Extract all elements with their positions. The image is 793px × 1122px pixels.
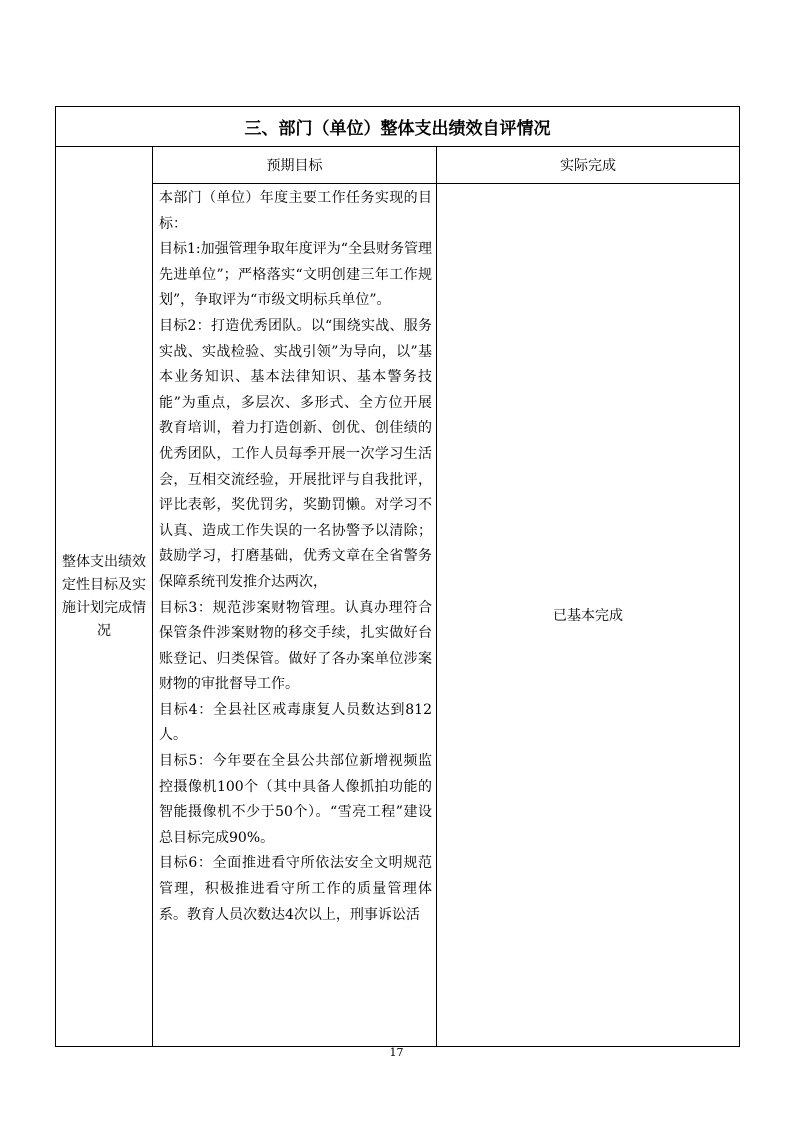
goal-3: 目标3：规范涉案财物管理。认真办理符合保管条件涉案财物的移交手续，扎实做好台账登记、归类保管。做好了各办案单位涉案财物的审批督导工作。 <box>159 599 432 693</box>
actual-result-cell: 已基本完成 <box>437 184 740 1047</box>
header-row <box>56 147 740 184</box>
goal-4: 目标4：全县社区戒毒康复人员数达到812人。 <box>159 701 432 744</box>
content-row <box>56 184 740 1047</box>
expected-goals-text <box>159 186 432 1044</box>
goal-intro: 本部门（单位）年度主要工作任务实现的目标： <box>159 190 432 232</box>
goal-6: 目标6：全面推进看守所依法安全文明规范管理，积极推进看守所工作的质量管理体系。教育人员次数达4次以上，刑事诉讼活 <box>159 855 432 923</box>
goal-5: 目标5：今年要在全县公共部位新增视频监控摄像机100个（其中具备人像抓拍功能的智能摄像机不少于50个）。“雪亮工程”建设总目标完成90%。 <box>159 753 432 846</box>
expected-column-header: 预期目标 <box>153 147 437 184</box>
expected-goals-cell <box>153 184 437 1047</box>
row-label: 整体支出绩效定性目标及实施计划完成情况 <box>56 147 153 1047</box>
performance-table <box>55 106 740 1047</box>
goal-2: 目标2：打造优秀团队。以“围绕实战、服务实战、实战检验、实战引领”为导向，以”基本业务知识、基本法律知识、基本警务技能”为重点，多层次、多形式、全方位开展教育培训，着力打造创新、创优、创佳绩的优秀团队，工作人员每季开展一次学习生活会，互相交流经验，开展批评与自我批评，评比表彰，奖优罚劣，奖勤罚懒。对学习不认真、造成工作失误的一名协警予以清除；鼓励学习，打磨基础，优秀文章在全省警务保障系统刊发推介达两次， <box>159 317 432 590</box>
page-number: 17 <box>389 1046 404 1059</box>
section-title: 三、部门（单位）整体支出绩效自评情况 <box>56 107 740 147</box>
actual-column-header: 实际完成 <box>437 147 740 184</box>
title-row <box>56 107 740 147</box>
goal-1: 目标1:加强管理争取年度评为“全县财务管理先进单位”；严格落实“文明创建三年工作规划”，争取评为“市级文明标兵单位”。 <box>159 241 432 309</box>
